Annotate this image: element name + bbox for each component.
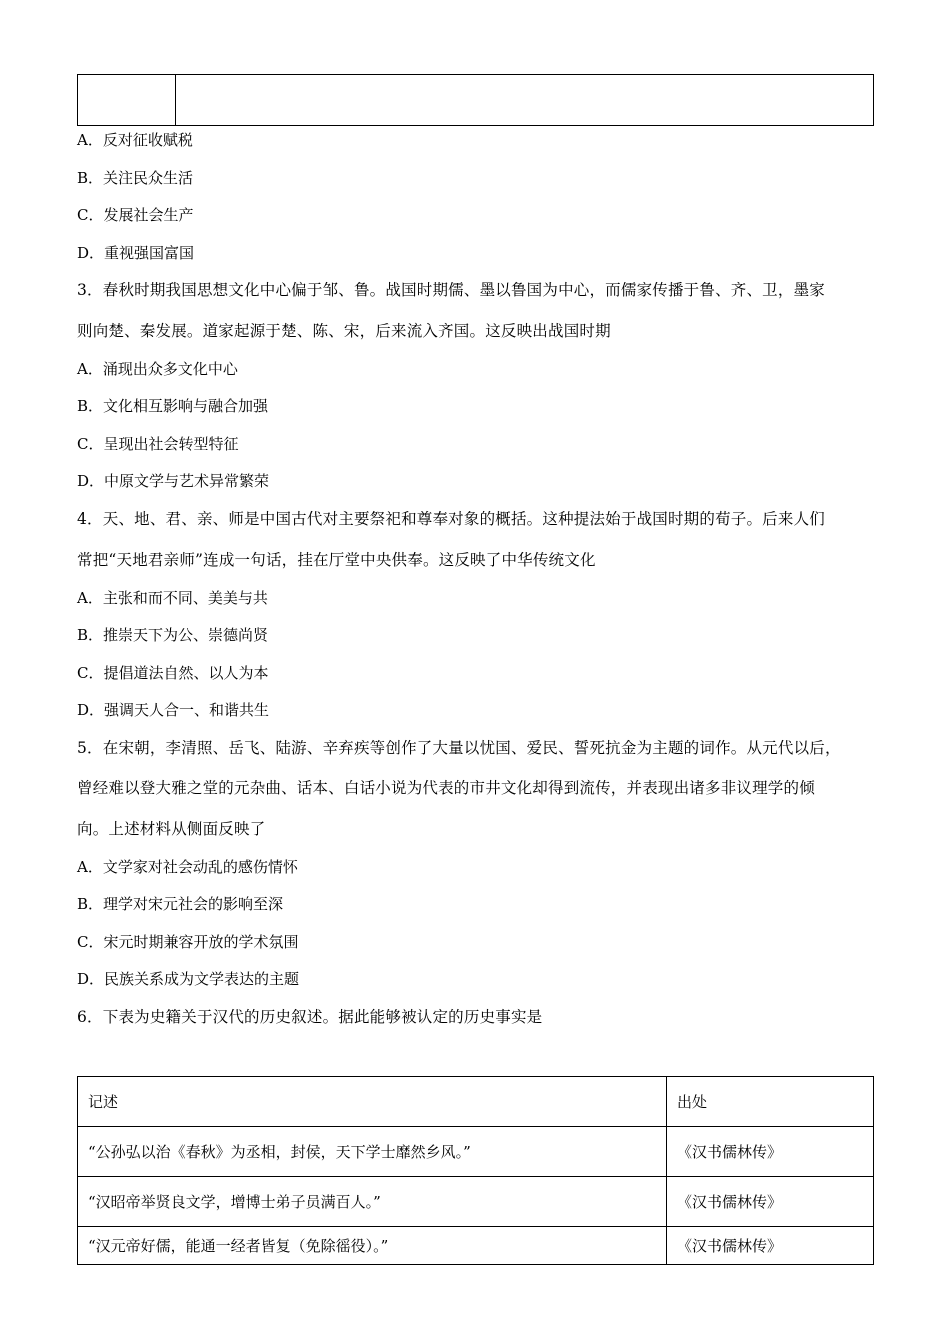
history-records-table — [77, 1076, 874, 1265]
option-c-prev: C．发展社会生产 — [77, 206, 194, 224]
header-source: 出处 — [667, 1077, 874, 1127]
option-d-prev: D．重视强国富国 — [77, 244, 195, 262]
source-cell: 《汉书儒林传》 — [667, 1227, 874, 1265]
question-6-text: 6．下表为史籍关于汉代的历史叙述。据此能够被认定的历史事实是 — [77, 1008, 543, 1026]
record-cell: “汉元帝好儒，能通一经者皆复（免除徭役）。” — [78, 1227, 667, 1265]
question-4-option-c: C．提倡道法自然、以人为本 — [77, 664, 269, 682]
question-5-option-b: B．理学对宋元社会的影响至深 — [77, 895, 284, 913]
question-5-option-c: C．宋元时期兼容开放的学术氛围 — [77, 933, 299, 951]
source-cell: 《汉书儒林传》 — [667, 1177, 874, 1227]
question-5-line-3: 向。上述材料从侧面反映了 — [77, 820, 266, 838]
option-b-prev: B．关注民众生活 — [77, 169, 194, 187]
table-row — [78, 1127, 874, 1177]
question-3-line-1: 3．春秋时期我国思想文化中心偏于邹、鲁。战国时期儒、墨以鲁国为中心，而儒家传播于鲁、齐、卫，墨家 — [77, 281, 825, 299]
question-3-line-2: 则向楚、秦发展。道家起源于楚、陈、宋，后来流入齐国。这反映出战国时期 — [77, 322, 611, 340]
question-5-option-a: A．文学家对社会动乱的感伤情怀 — [77, 858, 298, 876]
question-5-line-2: 曾经难以登大雅之堂的元杂曲、话本、白话小说为代表的市井文化却得到流传，并表现出诸多非议理学的倾 — [77, 779, 815, 797]
question-4-line-2: 常把“天地君亲师”连成一句话，挂在厅堂中央供奉。这反映了中华传统文化 — [77, 551, 596, 569]
source-cell: 《汉书儒林传》 — [667, 1127, 874, 1177]
table-header-row — [78, 1077, 874, 1127]
previous-question-table-fragment — [77, 74, 874, 126]
question-3-option-a: A．涌现出众多文化中心 — [77, 360, 238, 378]
question-3-option-d: D．中原文学与艺术异常繁荣 — [77, 472, 270, 490]
record-cell: “公孙弘以治《春秋》为丞相，封侯，天下学士靡然乡风。” — [78, 1127, 667, 1177]
question-5-line-1: 5．在宋朝，李清照、岳飞、陆游、辛弃疾等创作了大量以忧国、爱民、誓死抗金为主题的词作。从元代以后， — [77, 739, 841, 757]
record-cell: “汉昭帝举贤良文学，增博士弟子员满百人。” — [78, 1177, 667, 1227]
header-record: 记述 — [78, 1077, 667, 1127]
question-5-option-d: D．民族关系成为文学表达的主题 — [77, 970, 300, 988]
option-a-prev: A．反对征收赋税 — [77, 131, 193, 149]
question-4-option-d: D．强调天人合一、和谐共生 — [77, 701, 270, 719]
question-4-option-a: A．主张和而不同、美美与共 — [77, 589, 268, 607]
question-4-option-b: B．推崇天下为公、崇德尚贤 — [77, 626, 269, 644]
table-divider — [175, 75, 176, 125]
table-row — [78, 1177, 874, 1227]
question-4-line-1: 4．天、地、君、亲、师是中国古代对主要祭祀和尊奉对象的概括。这种提法始于战国时期的荀子。后来人们 — [77, 510, 825, 528]
question-3-option-b: B．文化相互影响与融合加强 — [77, 397, 269, 415]
table-row — [78, 1227, 874, 1265]
question-3-option-c: C．呈现出社会转型特征 — [77, 435, 239, 453]
